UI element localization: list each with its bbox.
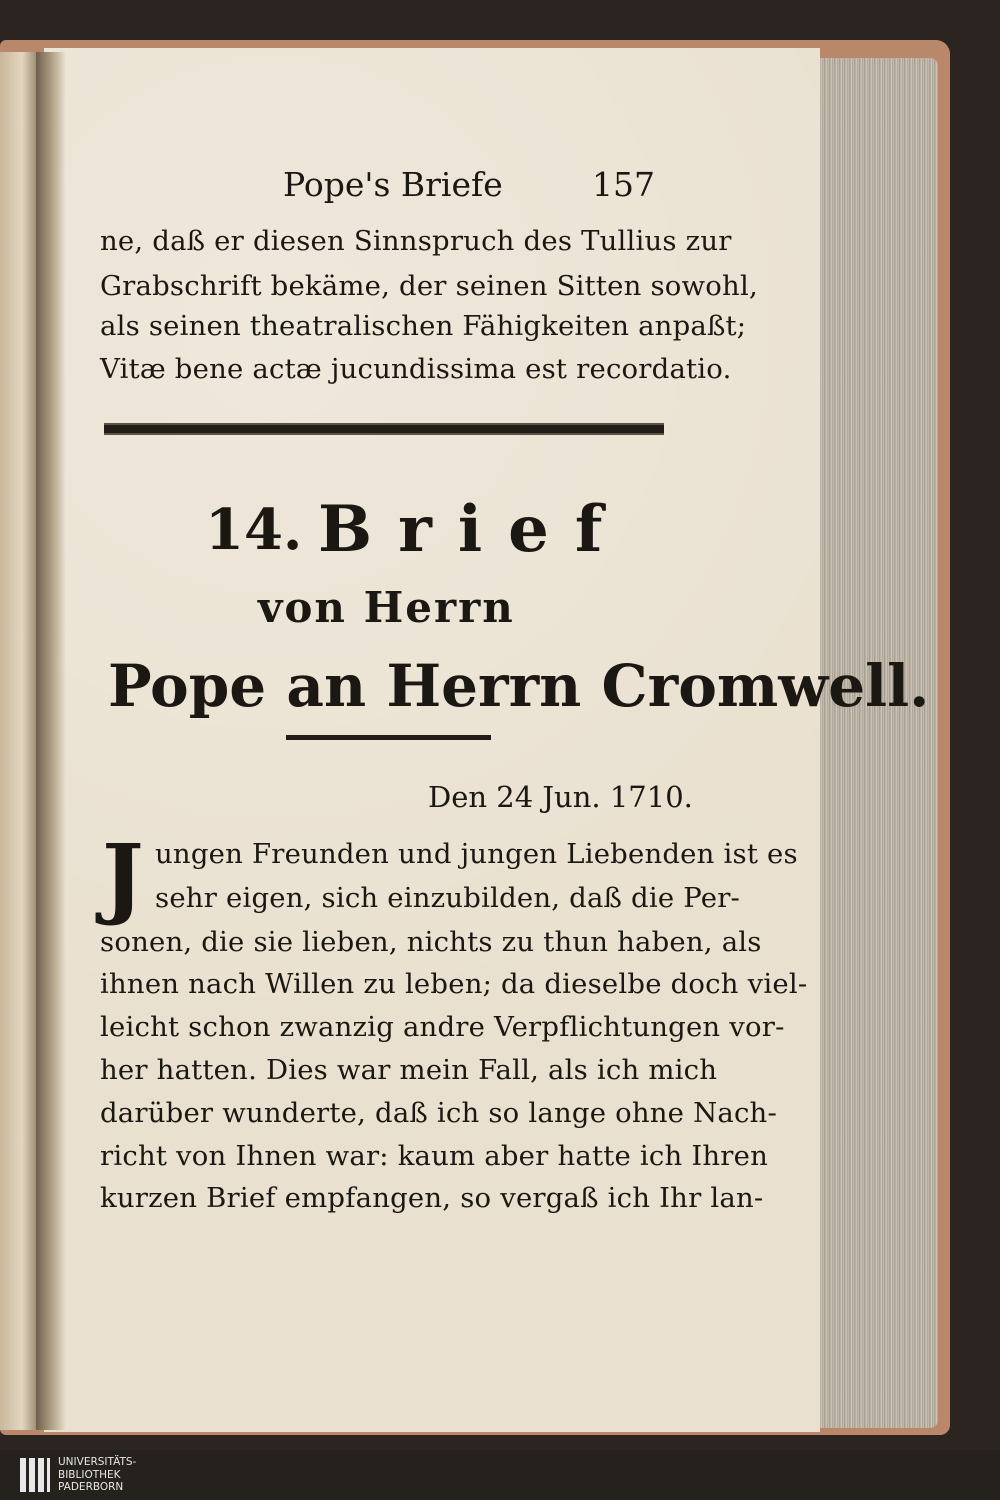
logo-line: PADERBORN <box>58 1481 124 1493</box>
library-logo-icon <box>20 1458 50 1492</box>
text-line: sehr eigen, sich einzubilden, daß die Per- <box>155 882 741 914</box>
dateline: Den 24 Jun. 1710. <box>428 780 693 814</box>
text-line: ihnen nach Willen zu leben; da dieselbe doch viel- <box>100 968 808 1000</box>
text-line: Vitæ bene actæ jucundissima est recordatio. <box>100 353 732 385</box>
logo-line: UNIVERSITÄTS- <box>58 1456 137 1468</box>
text-line: richt von Ihnen war: kaum aber hatte ich Ihren <box>100 1140 769 1172</box>
section-divider <box>104 423 664 435</box>
text-line: leicht schon zwanzig andre Verpflichtungen vor- <box>100 1011 785 1043</box>
text-line: her hatten. Dies war mein Fall, als ich mich <box>100 1054 718 1086</box>
text-line: kurzen Brief empfangen, so vergaß ich Ihr lan- <box>100 1182 764 1214</box>
text-line: als seinen theatralischen Fähigkeiten anpaßt; <box>100 310 747 342</box>
facing-page-edge <box>0 52 40 1430</box>
text-line: sonen, die sie lieben, nichts zu thun haben, als <box>100 926 762 958</box>
heading-rule <box>286 735 491 740</box>
text-line: ne, daß er diesen Sinnspruch des Tullius zur <box>100 225 732 257</box>
page-number: 157 <box>592 165 655 204</box>
logo-line: BIBLIOTHEK <box>58 1468 121 1481</box>
text-line: ungen Freunden und jungen Liebenden ist es <box>155 838 798 870</box>
library-logo-text <box>58 1456 136 1494</box>
library-logo-bar <box>0 1450 1000 1500</box>
drop-cap: J <box>102 824 144 928</box>
book-gutter <box>36 52 66 1430</box>
letter-number: 14. <box>205 497 303 563</box>
text-line: Grabschrift bekäme, der seinen Sitten sowohl, <box>100 270 758 302</box>
letter-subtitle-line1: von Herrn <box>258 583 515 632</box>
text-line: darüber wunderte, daß ich so lange ohne Nach- <box>100 1097 777 1129</box>
running-title: Pope's Briefe <box>283 165 503 204</box>
letter-subtitle-line2: Pope an Herrn Cromwell. <box>108 652 930 720</box>
letter-title: Brief <box>318 492 629 567</box>
